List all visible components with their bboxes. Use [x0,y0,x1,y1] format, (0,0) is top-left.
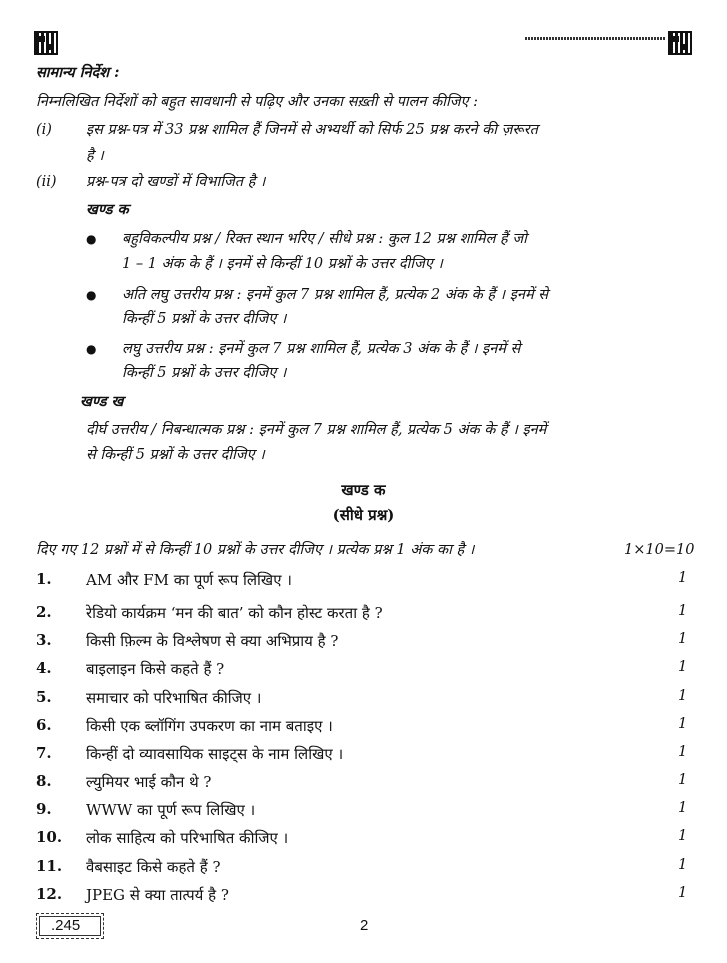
question-number: 9. [36,800,52,818]
question-text: ल्युमियर भाई कौन थे ? [86,773,212,791]
bullet-icon: ● [86,342,97,356]
question-text: रेडियो कार्यक्रम ‘मन की बात’ को कौन होस्ट करता है ? [86,604,383,622]
instruction-number-i: (i) [36,122,52,138]
question-text: WWW का पूर्ण रूप लिखिए । [86,801,256,819]
paper-code-box [36,913,104,939]
section-instruction: दिए गए 12 प्रश्नों में से किन्हीं 10 प्रश्नों के उत्तर दीजिए । प्रत्येक प्रश्न 1 अंक का है । [36,542,475,558]
question-marks: 1 [678,744,688,760]
question-marks: 1 [678,716,688,732]
question-number: 2. [36,603,52,621]
instructions-intro: निम्नलिखित निर्देशों को बहुत सावधानी से पढ़िए और उनका सख़्ती से पालन कीजिए : [36,94,479,110]
question-marks: 1 [678,570,688,586]
question-text: किन्हीं दो व्यावसायिक साइट्स के नाम लिखिए । [86,745,344,763]
question-number: 7. [36,744,52,762]
question-number: 6. [36,716,52,734]
section-a-item3-line1: लघु उत्तरीय प्रश्न : इनमें कुल 7 प्रश्न शामिल हैं, प्रत्येक 3 अंक के हैं । इनमें से [122,341,521,357]
question-text: किसी एक ब्लॉगिंग उपकरण का नाम बताइए । [86,717,333,735]
qr-code-right [670,33,690,53]
question-number: 1. [36,570,52,588]
question-number: 3. [36,631,52,649]
question-number: 12. [36,885,63,903]
page-number: 2 [360,917,369,934]
question-marks: 1 [678,828,688,844]
marks-formula: 1×10=10 [624,542,695,558]
question-number: 10. [36,828,63,846]
instructions-title: सामान्य निर्देश : [36,64,120,81]
question-marks: 1 [678,800,688,816]
question-marks: 1 [678,772,688,788]
bullet-icon: ● [86,288,97,302]
question-marks: 1 [678,659,688,675]
question-marks: 1 [678,885,688,901]
section-a-item1-line1: बहुविकल्पीय प्रश्न / रिक्त स्थान भरिए / सीधे प्रश्न : कुल 12 प्रश्न शामिल हैं जो [122,231,527,247]
question-text: बाइलाइन किसे कहते हैं ? [86,660,225,678]
question-number: 11. [36,857,63,875]
section-b-line1: दीर्घ उत्तरीय / निबन्धात्मक प्रश्न : इनमें कुल 7 प्रश्न शामिल हैं, प्रत्येक 5 अंक के हैं । इनमें [86,422,547,438]
question-text: AM और FM का पूर्ण रूप लिखिए । [86,571,292,589]
instruction-i-line2: है । [86,148,104,164]
question-text: किसी फ़िल्म के विश्लेषण से क्या अभिप्राय है ? [86,632,339,650]
section-subtitle: (सीधे प्रश्न) [332,506,395,524]
instruction-number-ii: (ii) [36,174,57,190]
question-text: समाचार को परिभाषित कीजिए । [86,689,262,707]
question-marks: 1 [678,603,688,619]
question-text: वैबसाइट किसे कहते हैं ? [86,858,221,876]
section-a-item2-line1: अति लघु उत्तरीय प्रश्न : इनमें कुल 7 प्रश्न शामिल हैं, प्रत्येक 2 अंक के हैं । इनमें से [122,287,549,303]
question-number: 8. [36,772,52,790]
instruction-ii-text: प्रश्न-पत्र दो खण्डों में विभाजित है । [86,174,266,190]
question-text: JPEG से क्या तात्पर्य है ? [86,886,229,904]
section-a-item1-line2: 1 – 1 अंक के हैं । इनमें से किन्हीं 10 प्रश्नों के उत्तर दीजिए । [122,256,443,272]
instruction-i-line1: इस प्रश्न-पत्र में 33 प्रश्न शामिल हैं जिनमें से अभ्यर्थी को सिर्फ 25 प्रश्न करने की ज़रूरत [86,122,538,138]
section-b-label: खण्ड ख [80,393,124,410]
section-a-item3-line2: किन्हीं 5 प्रश्नों के उत्तर दीजिए । [122,365,287,381]
barcode-strip [525,37,665,40]
section-a-item2-line2: किन्हीं 5 प्रश्नों के उत्तर दीजिए । [122,311,287,327]
section-b-line2: से किन्हीं 5 प्रश्नों के उत्तर दीजिए । [86,447,265,463]
question-marks: 1 [678,631,688,647]
paper-code: .245 [51,917,81,934]
question-text: लोक साहित्य को परिभाषित कीजिए । [86,829,289,847]
question-number: 4. [36,659,52,677]
question-marks: 1 [678,688,688,704]
bullet-icon: ● [86,232,97,246]
qr-code-left [36,33,56,53]
section-a-label: खण्ड क [86,201,129,218]
section-title: खण्ड क [341,481,386,499]
question-marks: 1 [678,857,688,873]
question-number: 5. [36,688,52,706]
